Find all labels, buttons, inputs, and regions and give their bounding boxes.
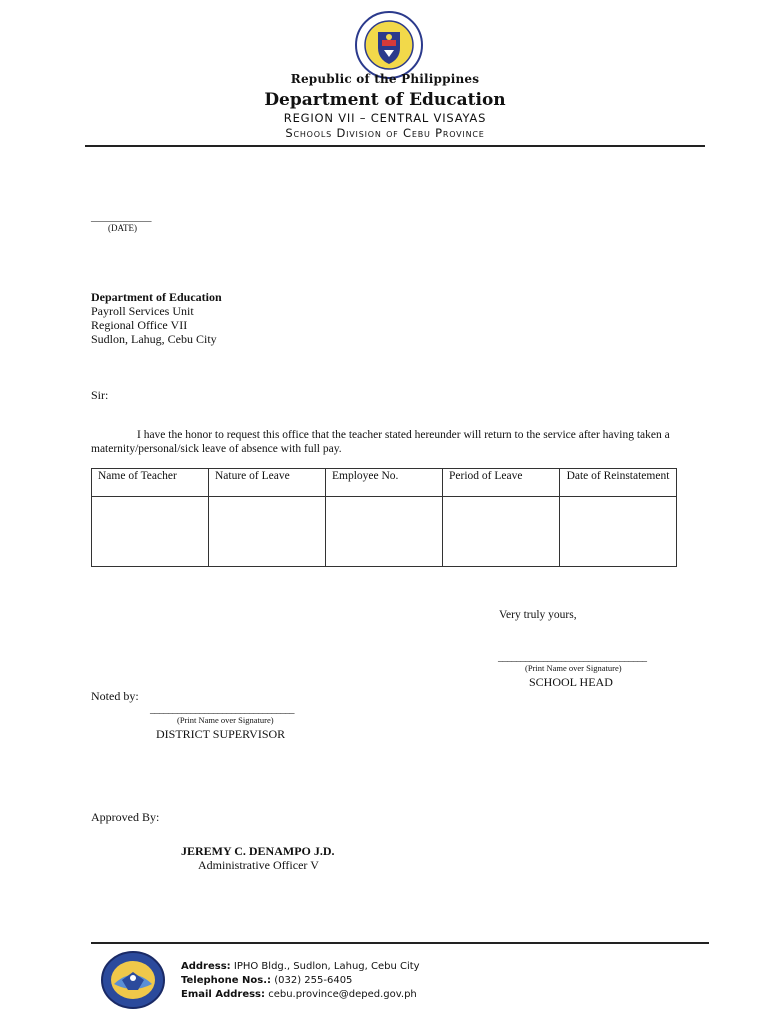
footer-divider	[91, 942, 709, 944]
salutation: Sir:	[91, 388, 109, 402]
letter-body: I have the honor to request this office that the teacher stated hereunder will return to the service after having taken a maternity/personal/sick leave of absence with full pay.	[91, 429, 670, 455]
district-supervisor-title: DISTRICT SUPERVISOR	[156, 727, 286, 741]
header-divider	[85, 145, 705, 147]
col-date-of-reinstatement: Date of Reinstatement	[560, 469, 677, 497]
division-seal-logo	[100, 950, 166, 1010]
closing-line: Very truly yours,	[499, 609, 577, 621]
recipient-address-block	[91, 290, 222, 346]
cell-period-of-leave[interactable]	[443, 497, 560, 567]
cell-nature-of-leave[interactable]	[209, 497, 326, 567]
footer-phone-label: Telephone Nos.:	[181, 975, 272, 986]
district-supervisor-signature-caption: (Print Name over Signature)	[177, 715, 274, 725]
deped-seal-logo	[354, 10, 424, 80]
footer-address	[181, 961, 420, 972]
footer-email-label: Email Address:	[181, 989, 266, 1000]
division-heading: Schools Division of Cebu Province	[285, 126, 485, 140]
cell-name-of-teacher[interactable]	[92, 497, 209, 567]
col-employee-no: Employee No.	[326, 469, 443, 497]
republic-heading: Republic of the Philippines	[290, 72, 480, 86]
col-period-of-leave: Period of Leave	[443, 469, 560, 497]
school-head-title: SCHOOL HEAD	[529, 675, 613, 689]
school-head-signature-line: _________________________________	[498, 652, 647, 663]
recipient-address: Sudlon, Lahug, Cebu City	[91, 332, 217, 346]
cell-employee-no[interactable]	[326, 497, 443, 567]
table-header-row	[92, 469, 677, 497]
col-nature-of-leave: Nature of Leave	[209, 469, 326, 497]
district-supervisor-signature-line: ________________________________	[150, 704, 294, 715]
noted-by-label: Noted by:	[91, 689, 139, 703]
recipient-office: Regional Office VII	[91, 318, 188, 332]
approved-by-label: Approved By:	[91, 810, 160, 824]
footer-phone	[181, 975, 352, 986]
department-heading: Department of Education	[264, 90, 506, 110]
date-label: (DATE)	[108, 223, 137, 233]
approver-title: Administrative Officer V	[198, 858, 319, 872]
footer-address-label: Address:	[181, 961, 231, 972]
recipient-name: Department of Education	[91, 290, 222, 304]
footer-address-value: IPHO Bldg., Sudlon, Lahug, Cebu City	[233, 961, 420, 972]
date-blank-line: ___________	[91, 211, 152, 223]
school-head-signature-caption: (Print Name over Signature)	[525, 663, 622, 673]
footer-email-value: cebu.province@deped.gov.ph	[268, 989, 417, 1000]
table-row	[92, 497, 677, 567]
footer-email	[181, 989, 417, 1000]
approver-name: JEREMY C. DENAMPO J.D.	[181, 844, 335, 858]
cell-date-of-reinstatement[interactable]	[560, 497, 677, 567]
leave-table	[91, 468, 677, 567]
footer-phone-value: (032) 255-6405	[274, 975, 353, 986]
col-name-of-teacher: Name of Teacher	[92, 469, 209, 497]
region-heading: REGION VII – CENTRAL VISAYAS	[283, 111, 487, 125]
recipient-unit: Payroll Services Unit	[91, 304, 194, 318]
